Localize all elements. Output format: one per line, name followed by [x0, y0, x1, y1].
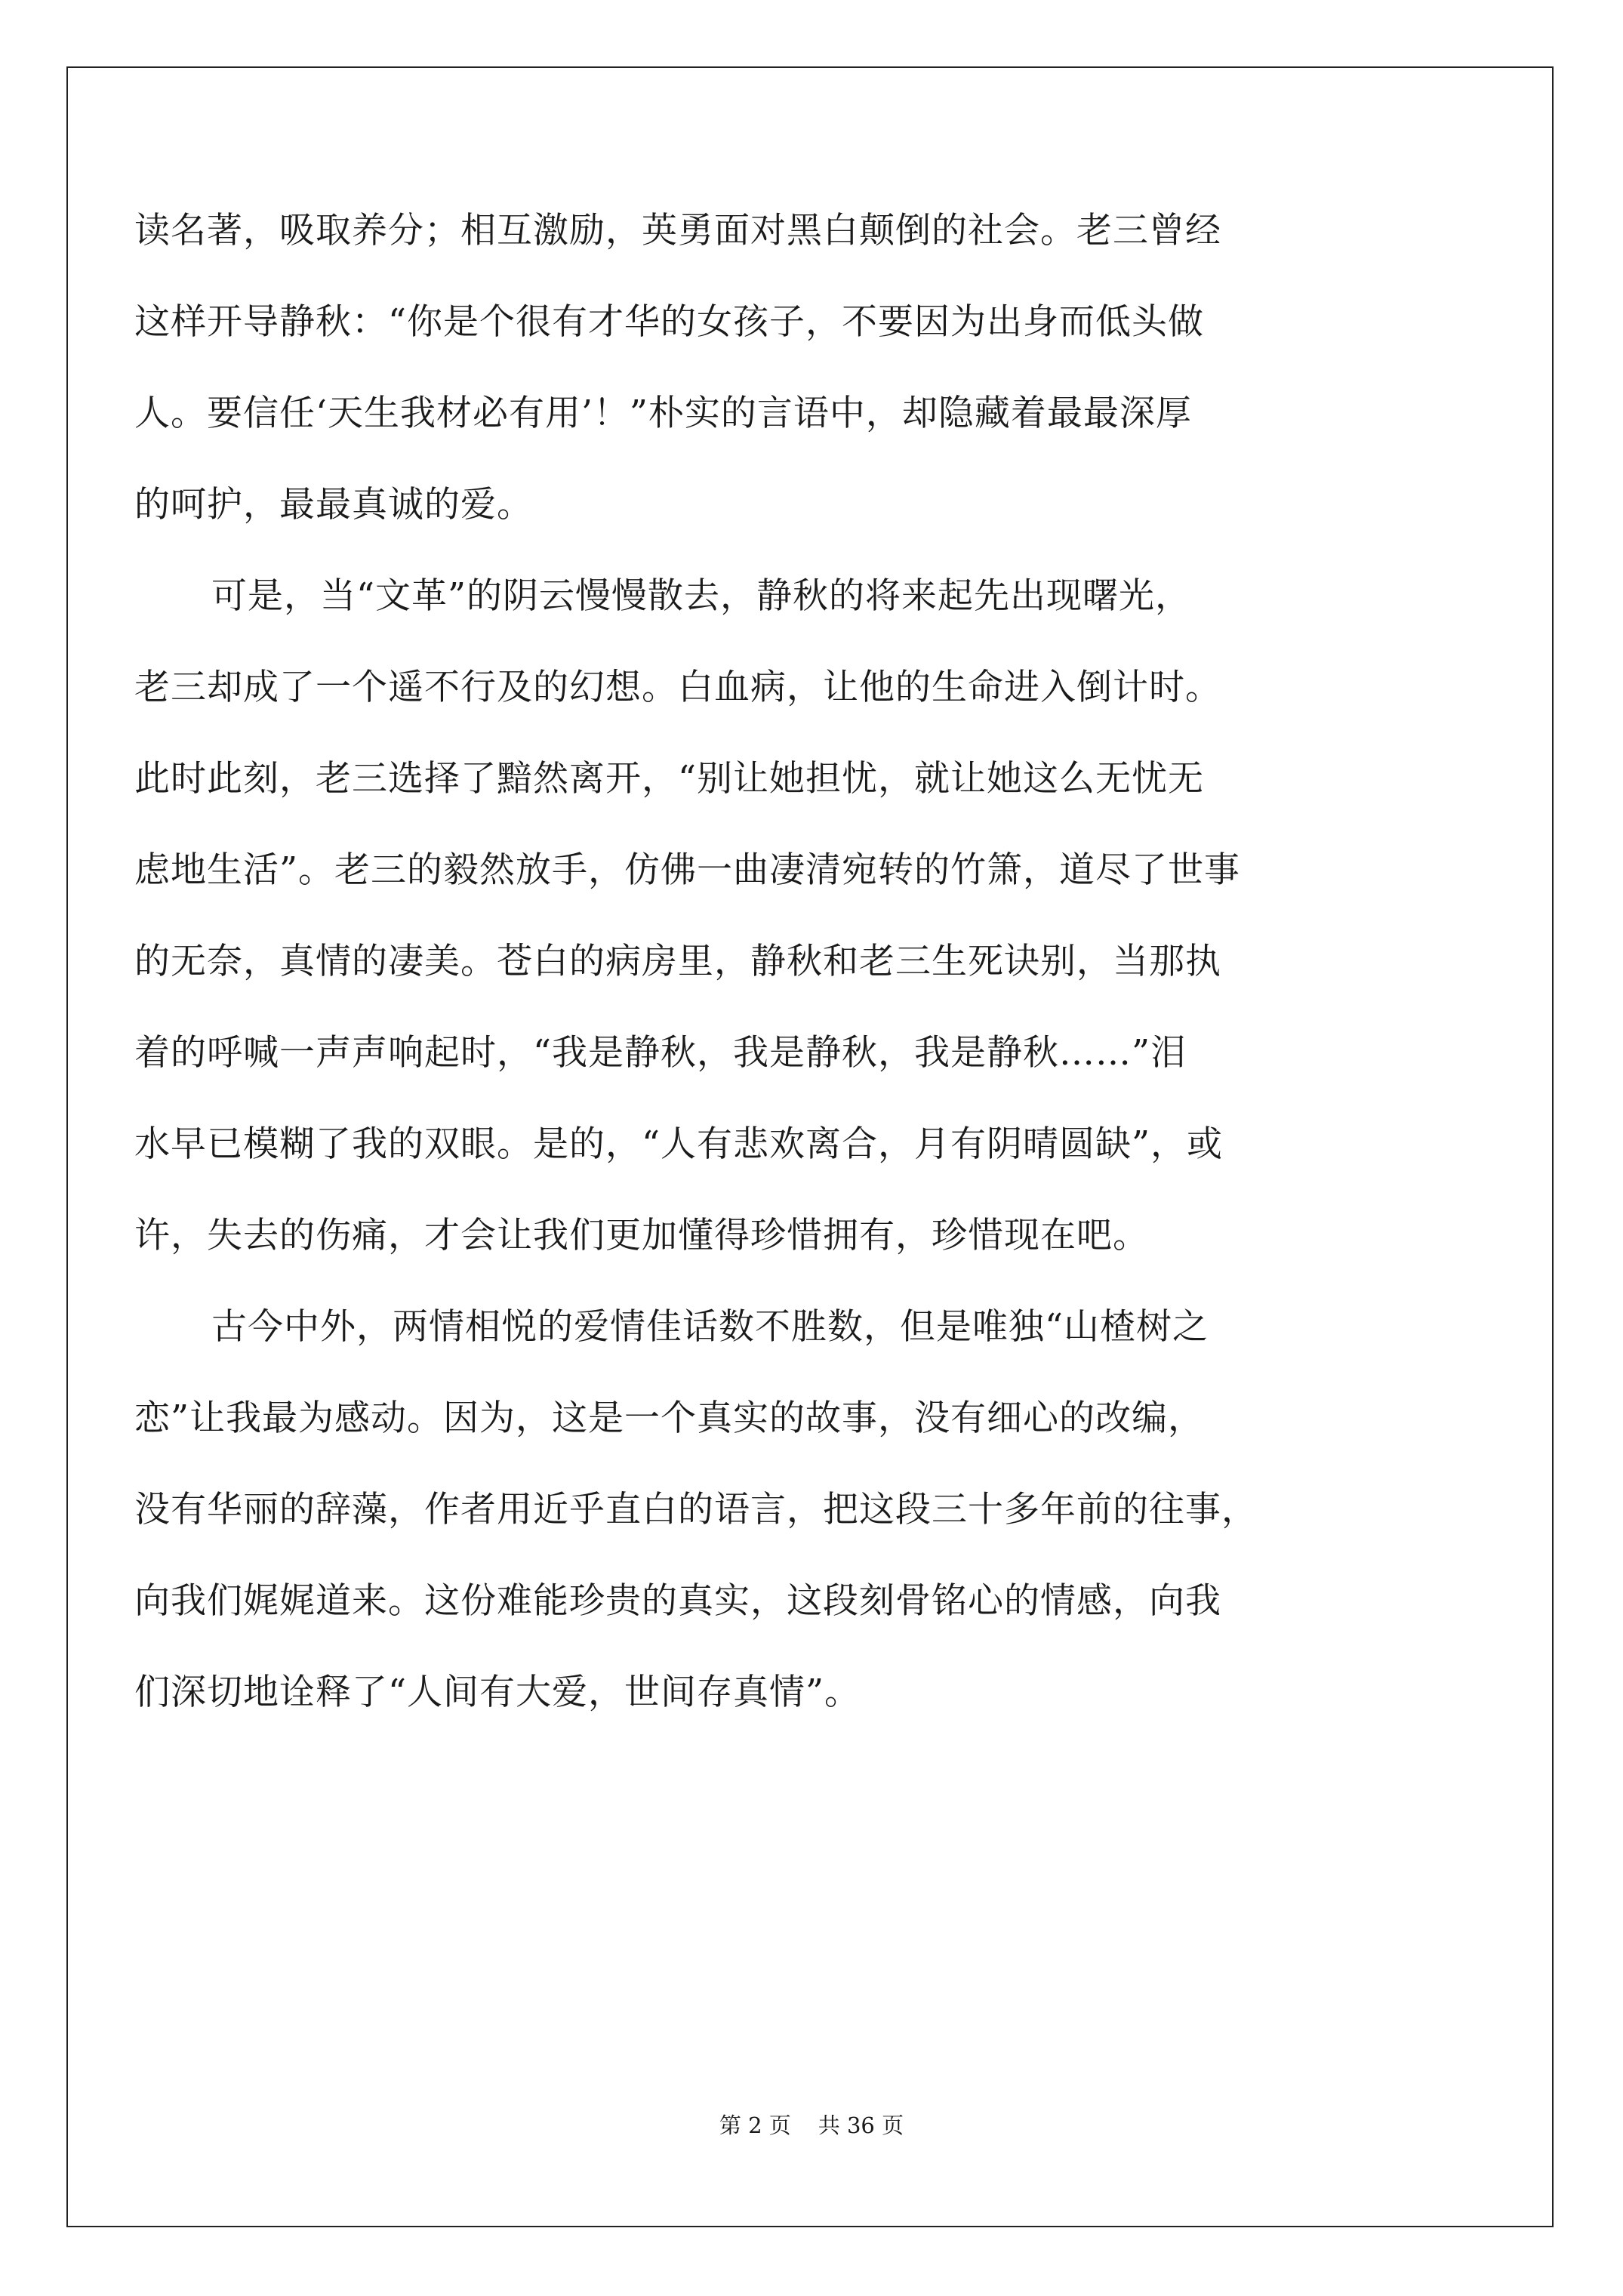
text-line: 老三却成了一个遥不行及的幻想。白血病，让他的生命进入倒计时。 — [134, 667, 1221, 708]
text-line: 水早已模糊了我的双眼。是的，“人有悲欢离合，月有阴晴圆缺”，或 — [134, 1123, 1224, 1165]
page-number: 第 2 页 — [719, 2113, 791, 2138]
document-body — [134, 210, 1440, 1766]
text-line: 的呵护，最最真诚的爱。 — [134, 484, 533, 525]
text-line: 没有华丽的辞藻，作者用近乎直白的语言，把这段三十多年前的往事， — [134, 1489, 1258, 1530]
page-footer — [0, 2115, 1623, 2137]
text-line: 这样开导静秋：“你是个很有才华的女孩子，不要因为出身而低头做 — [134, 301, 1205, 343]
text-line: 的无奈，真情的凄美。苍白的病房里，静秋和老三生死诀别，当那执 — [134, 941, 1221, 982]
text-line: 向我们娓娓道来。这份难能珍贵的真实，这段刻骨铭心的情感，向我 — [134, 1580, 1221, 1622]
text-line: 们深切地诠释了“人间有大爱，世间存真情”。 — [134, 1672, 861, 1713]
text-line: 读名著，吸取养分；相互激励，英勇面对黑白颠倒的社会。老三曾经 — [134, 210, 1221, 251]
text-line: 古今中外，两情相悦的爱情佳话数不胜数，但是唯独“山楂树之 — [211, 1306, 1209, 1348]
page-total: 共 36 页 — [818, 2113, 904, 2138]
text-line: 许，失去的伤痛，才会让我们更加懂得珍惜拥有，珍惜现在吧。 — [134, 1215, 1149, 1256]
text-line: 恋”让我最为感动。因为，这是一个真实的故事，没有细心的改编， — [134, 1398, 1205, 1439]
text-line: 人。要信任‘天生我材必有用’！”朴实的言语中，却隐藏着最最深厚 — [134, 393, 1192, 434]
text-line: 此时此刻，老三选择了黯然离开，“别让她担忧，就让她这么无忧无 — [134, 758, 1205, 800]
text-line: 可是，当“文革”的阴云慢慢散去，静秋的将来起先出现曙光， — [211, 575, 1192, 617]
text-line: 虑地生活”。老三的毅然放手，仿佛一曲凄清宛转的竹箫，道尽了世事 — [134, 849, 1241, 891]
text-line: 着的呼喊一声声响起时，“我是静秋，我是静秋，我是静秋……”泪 — [134, 1032, 1187, 1074]
